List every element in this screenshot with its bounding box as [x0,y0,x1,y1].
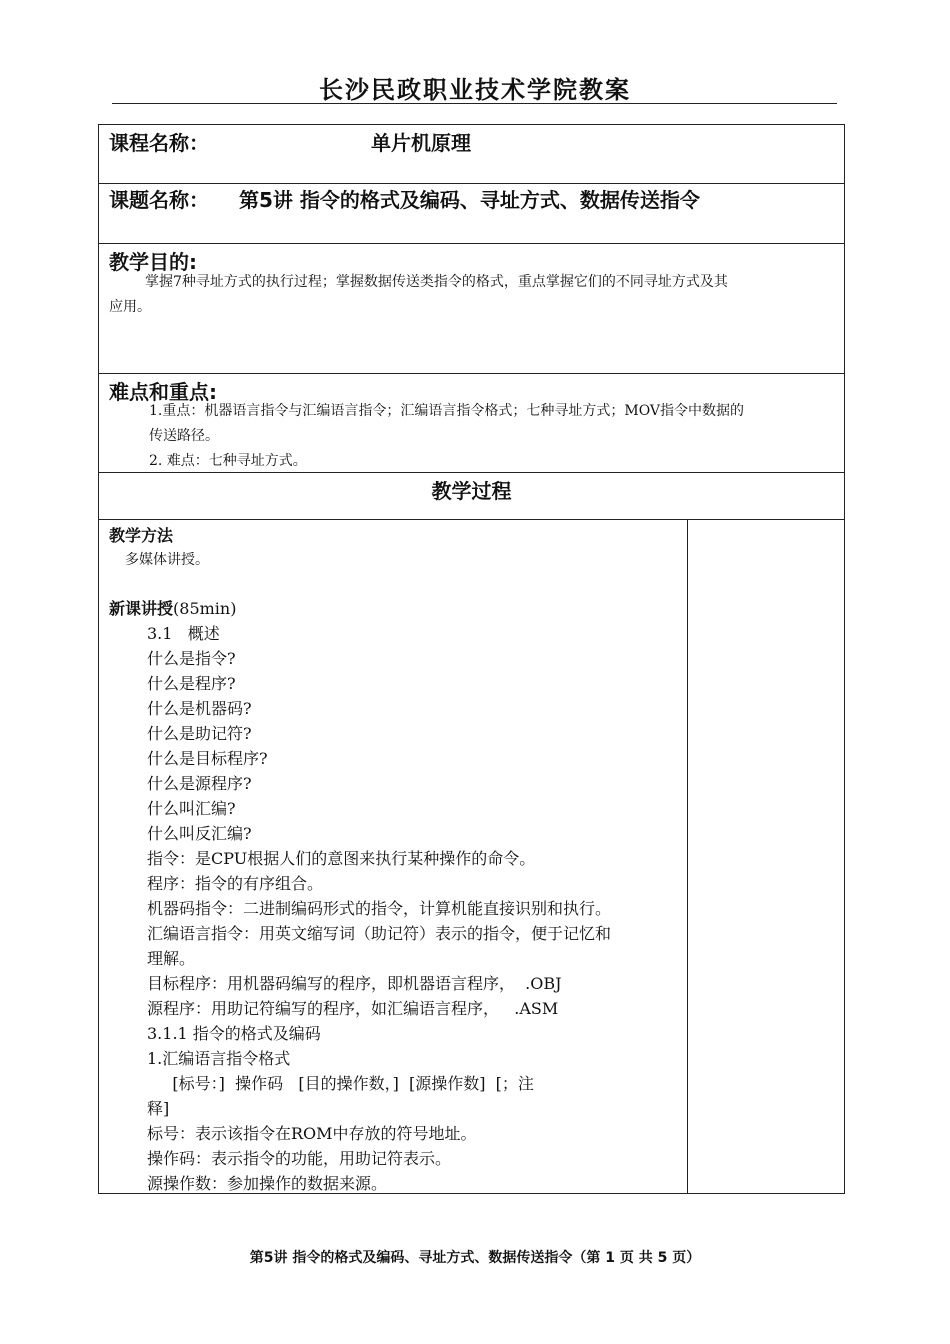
lecture-line: 1.汇编语言指令格式 [147,1049,291,1068]
lecture-line: 什么叫反汇编? [147,824,252,843]
lecture-line: 什么是机器码? [147,699,252,718]
lecture-line: 什么叫汇编? [147,799,236,818]
lecture-line: 操作码：表示指令的功能，用助记符表示。 [147,1149,452,1168]
lecture-line: 3.1.1 指令的格式及编码 [147,1024,321,1043]
objectives-line-1: 掌握7种寻址方式的执行过程；掌握数据传送类指令的格式，重点掌握它们的不同寻址方式及其 [145,274,728,290]
lecture-line: 3.1 概述 [147,624,220,643]
key-point-1-line-1: 1.重点：机器语言指令与汇编语言指令；汇编语言指令格式；七种寻址方式；MOV指令中数据的 [149,403,745,419]
lecture-lines [109,621,684,1196]
course-name: 单片机原理 [371,131,471,155]
method-heading: 教学方法 [109,526,174,545]
process-content [109,524,684,1196]
objectives-line-2: 应用。 [109,299,151,315]
lecture-line: [标号：] 操作码 [目的操作数，] [源操作数] [；注 [147,1074,534,1093]
lecture-line: 标号：表示该指令在ROM中存放的符号地址。 [147,1124,477,1143]
lecture-line: 汇编语言指令：用英文缩写词（助记符）表示的指令，便于记忆和 [147,924,612,943]
document-title: 长沙民政职业技术学院教案 [319,76,631,104]
process-row [99,473,844,520]
lecture-line: 什么是指令? [147,649,236,668]
key-point-1-line-2: 传送路径。 [149,428,219,444]
key-point-2: 2. 难点：七种寻址方式。 [149,453,307,469]
topic-row [99,184,844,244]
lecture-line: 释] [147,1099,170,1118]
lecture-heading-line [109,596,684,621]
key-points-row [99,374,844,473]
lecture-line: 什么是源程序? [147,774,252,793]
lecture-line: 什么是程序? [147,674,236,693]
course-row [99,125,844,184]
lecture-heading: 新课讲授 [109,599,174,618]
topic-label: 课题名称： [109,188,209,212]
method-text: 多媒体讲授。 [125,552,209,568]
lecture-line: 机器码指令：二进制编码形式的指令，计算机能直接识别和执行。 [147,899,612,918]
title-rule [112,103,837,104]
lecture-line: 指令：是CPU根据人们的意图来执行某种操作的命令。 [147,849,536,868]
topic-name: 第5讲 指令的格式及编码、寻址方式、数据传送指令 [239,188,700,212]
objectives-row [99,244,844,374]
lecture-line: 源程序：用助记符编写的程序，如汇编语言程序， .ASM [147,999,559,1018]
lecture-line: 理解。 [147,949,196,968]
lesson-plan-table [98,124,845,1194]
lecture-line: 目标程序：用机器码编写的程序，即机器语言程序， .OBJ [147,974,562,993]
lecture-duration: (85min) [173,599,237,618]
lecture-line: 什么是助记符? [147,724,252,743]
process-heading: 教学过程 [431,479,512,503]
key-points-heading: 难点和重点: [109,380,217,404]
lecture-line: 源操作数：参加操作的数据来源。 [147,1174,388,1193]
objectives-heading: 教学目的: [109,250,197,274]
notes-column-divider [687,520,688,1194]
lecture-line: 程序：指令的有序组合。 [147,874,324,893]
lecture-line: 什么是目标程序? [147,749,268,768]
course-label: 课程名称： [109,131,209,155]
page-footer: 第5讲 指令的格式及编码、寻址方式、数据传送指令（第 1 页 共 5 页） [249,1250,701,1266]
